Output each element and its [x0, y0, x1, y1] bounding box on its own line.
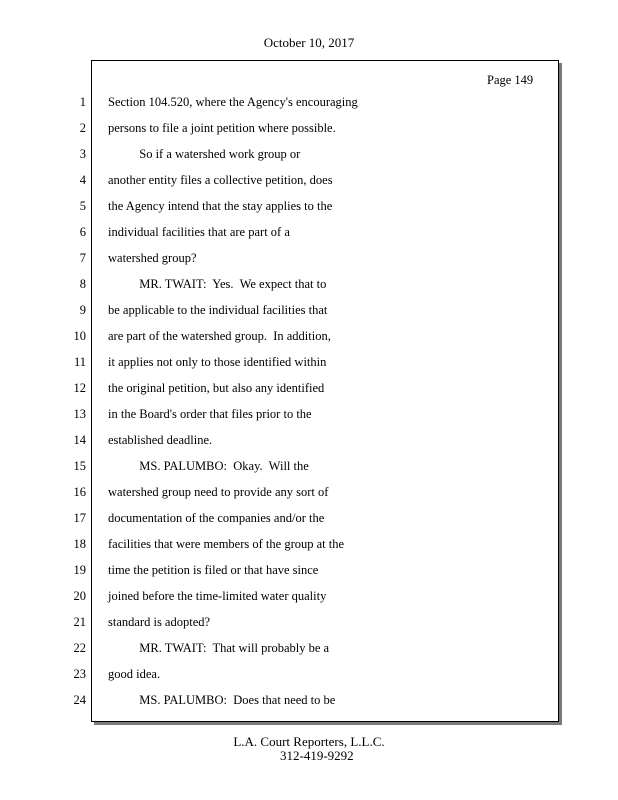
line-text: in the Board's order that files prior to the [108, 407, 312, 421]
line-number: 20 [73, 589, 86, 603]
line-text: the original petition, but also any identified [108, 381, 325, 395]
line-text: good idea. [108, 667, 161, 681]
line-text: So if a watershed work group or [108, 147, 301, 161]
footer-reporter-name: L.A. Court Reporters, L.L.C. [233, 734, 385, 749]
line-text: standard is adopted? [108, 615, 211, 629]
line-number: 21 [73, 615, 86, 629]
line-text: time the petition is filed or that have since [108, 563, 319, 577]
line-text: another entity files a collective petition, does [108, 173, 333, 187]
line-text: it applies not only to those identified within [108, 355, 327, 369]
line-text: MR. TWAIT: Yes. We expect that to [108, 277, 327, 291]
line-number: 16 [73, 485, 86, 499]
line-number: 23 [73, 667, 86, 681]
line-number: 11 [73, 355, 86, 369]
line-number: 6 [79, 225, 86, 239]
line-text: persons to file a joint petition where possible. [108, 121, 336, 135]
line-text: facilities that were members of the group at the [108, 537, 345, 551]
line-number: 2 [79, 121, 86, 135]
line-number: 7 [79, 251, 86, 265]
line-number: 19 [73, 563, 86, 577]
line-text: watershed group need to provide any sort of [108, 485, 329, 499]
line-number: 5 [79, 199, 86, 213]
line-text: Section 104.520, where the Agency's encouraging [108, 95, 358, 109]
line-text: joined before the time-limited water quality [108, 589, 327, 603]
line-number: 10 [73, 329, 86, 343]
line-text: watershed group? [108, 251, 197, 265]
line-number: 22 [73, 641, 86, 655]
page-number: Page 149 [487, 73, 534, 87]
line-number: 14 [73, 433, 86, 447]
header-date: October 10, 2017 [263, 35, 355, 50]
line-number: 1 [79, 95, 86, 109]
line-number: 18 [73, 537, 86, 551]
line-number: 13 [73, 407, 86, 421]
line-number: 3 [79, 147, 86, 161]
line-text: documentation of the companies and/or the [108, 511, 325, 525]
line-number: 4 [79, 173, 86, 187]
line-number: 24 [73, 693, 86, 707]
line-text: MR. TWAIT: That will probably be a [108, 641, 330, 655]
line-number: 12 [73, 381, 86, 395]
line-text: MS. PALUMBO: Okay. Will the [108, 459, 309, 473]
line-number: 9 [79, 303, 86, 317]
line-text: be applicable to the individual facilities that [108, 303, 328, 317]
line-number: 8 [79, 277, 86, 291]
line-text: established deadline. [108, 433, 213, 447]
line-text: the Agency intend that the stay applies to the [108, 199, 333, 213]
line-text: are part of the watershed group. In addition, [108, 329, 331, 343]
line-text: individual facilities that are part of a [108, 225, 290, 239]
line-number: 15 [73, 459, 86, 473]
footer-phone: 312-419-9292 [280, 748, 354, 763]
line-text: MS. PALUMBO: Does that need to be [108, 693, 336, 707]
line-number: 17 [73, 511, 86, 525]
